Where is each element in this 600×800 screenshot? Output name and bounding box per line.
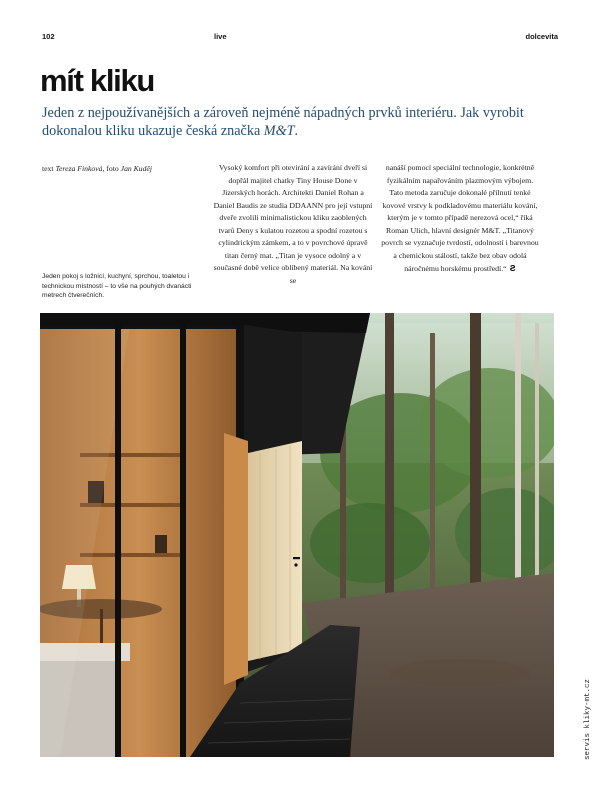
article-lede — [42, 104, 542, 140]
cabin-forest-photo — [40, 313, 554, 757]
lede-brand: M&T — [263, 123, 295, 139]
credit-photo-label: , foto — [102, 164, 121, 173]
credit-photographer: Jan Kuděj — [120, 164, 153, 173]
page-number: 102 — [42, 32, 55, 41]
credit-author: Tereza Finková — [55, 164, 103, 173]
end-mark: ƨ — [509, 262, 516, 274]
section-label: live — [214, 32, 227, 41]
body-column-2 — [380, 162, 540, 276]
service-sidebar: servis kliky-mt.cz — [584, 678, 592, 760]
credit-text-label: text — [42, 164, 56, 173]
article-title: mít kliku — [40, 63, 155, 98]
magazine-name: dolcevita — [525, 32, 558, 41]
photo-caption: Jeden pokoj s ložnicí, kuchyní, sprchou, toaletou i technickou místností – to vše na pouhých dvanácti metrech čtverečních. — [42, 273, 192, 300]
article-credit — [42, 164, 152, 173]
lede-text: Jeden z nejpoužívanějších a zároveň nejméně nápadných prvků interiéru. Jak vyrobit dokonalou kliku ukazuje česká značka — [42, 105, 524, 139]
body-column-2-text: nanáší pomocí speciální technologie, konkrétně fyzikálním napařováním plazmovým výbojem. Tato metoda zaručuje dokonalé přilnutí tenké kovové vrstvy k podkladovému materiálu kování, kterým je v tomto případě nerezová ocel,“ říká Roman Ulich, hlavní designér M&T. „Titanový povrch se vyznačuje tvrdostí, odolností i barevnou a chemickou stálostí, takže bez obav odolá náročnému horskému prostředí.“ — [381, 163, 539, 273]
body-column-1: Vysoký komfort při otevírání a zavírání dveří si dopřál majitel chatky Tiny House Done v Jizerských horách. Architekti Daniel Rohan a Daniel Baudis ze studia DDAANN pro její vstupní dveře zvolili minimalistickou kliku zaoblených tvarů Deny s kulatou rozetou a spodní rozetou s cylindrickým zámkem, a to v povrchové úpravě titan černý mat. „Titan je vysoce odolný a v současné době velice oblíbený materiál. Na kování se — [213, 163, 373, 285]
lede-end: . — [294, 123, 299, 139]
